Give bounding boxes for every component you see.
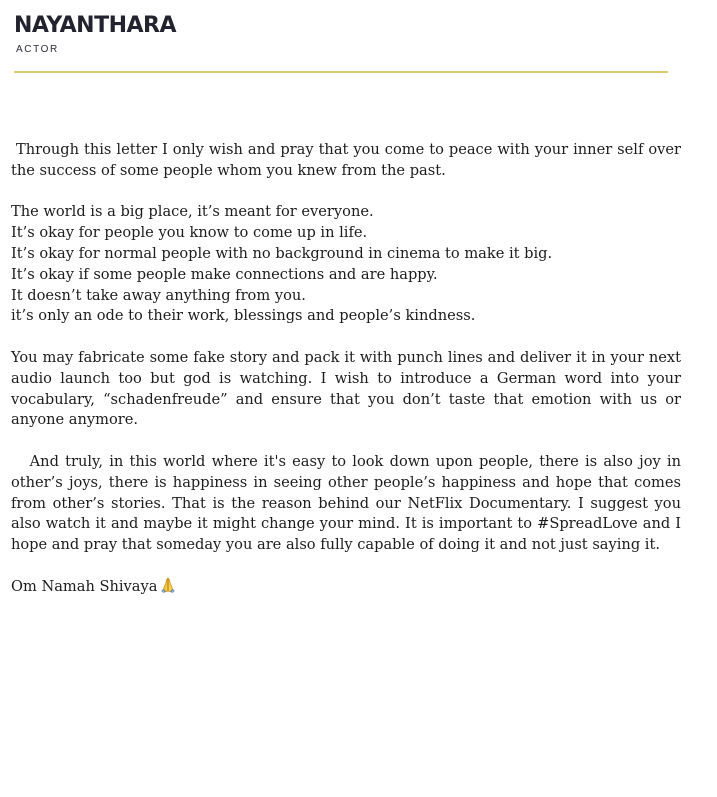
- paragraph-4: And truly, in this world where it's easy to look down upon people, there is also joy in other’s joys, there is happiness in seeing other people’s happiness and hope that comes from other’s stories. That is the reason behind our NetFlix Documentary. I suggest you also watch it and maybe it might change your mind. It is important to #SpreadLove and I hope and pray that someday you are also fully capable of doing it and not just saying it.: [11, 452, 686, 554]
- closing-line: [11, 577, 681, 600]
- paragraph-2-line: It doesn’t take away anything from you.: [11, 286, 306, 304]
- paragraph-2-line: It’s okay for normal people with no background in cinema to make it big.: [11, 244, 553, 262]
- author-role: ACTOR: [16, 44, 59, 55]
- paragraph-2-line: it’s only an ode to their work, blessings and people’s kindness.: [11, 307, 476, 325]
- paragraph-2-line: It’s okay if some people make connections and are happy.: [11, 265, 438, 283]
- letter-body: [11, 140, 686, 620]
- author-name: NAYANTHARA: [14, 13, 177, 38]
- paragraph-2-line: It’s okay for people you know to come up in life.: [11, 224, 368, 242]
- folded-hands-icon: [160, 577, 176, 600]
- header-divider: [14, 71, 668, 73]
- paragraph-2-line: The world is a big place, it’s meant for everyone.: [11, 203, 374, 221]
- paragraph-2: [11, 202, 681, 327]
- paragraph-1: Through this letter I only wish and pray that you come to peace with your inner self over the success of some people whom you knew from the past.: [11, 141, 686, 179]
- letterhead: [14, 12, 668, 56]
- paragraph-3: You may fabricate some fake story and pack it with punch lines and deliver it in your next audio launch too but god is watching. I wish to introduce a German word into your vocabulary, “schadenfreude” and ensure that you don’t taste that emotion with us or anyone anymore.: [11, 348, 681, 429]
- closing-text: Om Namah Shivaya: [11, 577, 158, 595]
